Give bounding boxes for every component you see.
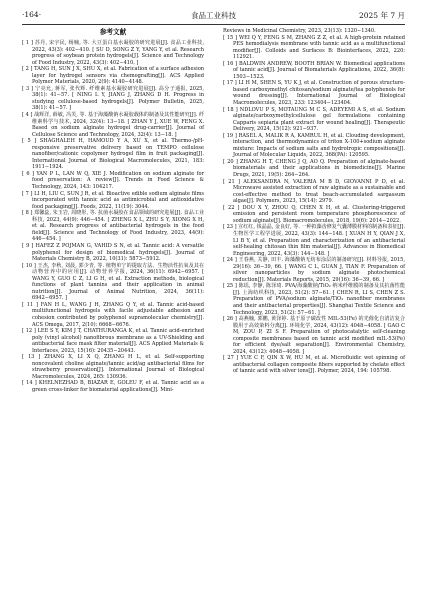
- reference-entry: [ 27 ] YUE C F, QIN X W, HU M, et al. Microfluidic wet spinning of antibacterial collagen composite fibers supported by chelate effect of tannic acid with silver ions[J]. Polymer, 2024, 194: 105798.: [223, 355, 405, 375]
- page-number: ·164·: [22, 10, 42, 19]
- reference-entry: Reviews in Medicinal Chemistry, 2023, 23(13): 1320−1340.: [223, 28, 376, 34]
- reference-entry: [ 6 ] YAN P L, LAN W Q, XIE J. Modification on sodium alginate for food preservation: A review[J]. Trends in Food Science & Technology, 2024, 143: 104217.: [22, 170, 204, 191]
- reference-list-left: [22, 40, 204, 394]
- reference-entry: [ 15 ] WEI Q Y, FENG S M, ZHANG Z Z, et al. A high-protein retained PES hemodialysis membrane with tannic acid as a multifunctional modifier[J]. Colloids and Surfaces B: Biointerfaces, 2022, 220: 112921.: [223, 34, 405, 61]
- reference-entry: [ 25 ] 陈瑶, 李静, 陈泽琦. PVA/海藻酸钠/TiO₂ 纳米纤维膜的制备及其抗菌性能[J]. 上海纺织科技, 2023, 51(2): 57−61. [ CHEN R, LI S, CHEN Z S. Preparation of PVA/sodium alginate/TiO₂ nanofiber membranes and their antibacterial properties[J]. Shanghai Textile Science and Technology, 2023, 51(2): 57−61. ]: [223, 283, 405, 316]
- references-heading: 参考文献: [99, 28, 127, 36]
- reference-entry: [ 19 ] RASEL A, MALIK R A, KAMRUL H, et al. Clouding development, interaction, and thermodynamics of triton X-100+sodium alginate mixture: Impacts of sodium salts and hydrotropic compositions[J]. Journal of Molecular Liquids, 2022, 368(PA): 120595.: [223, 132, 405, 159]
- reference-entry: [ 2 ] TANG H, SUN J X, SHU X, et al. Fabrication of a surface adhesion layer for hydrogel sensors via chemografting[J]. ACS Applied Polymer Materials, 2020, 2(9): 4140−4148.: [22, 66, 204, 86]
- reference-entry: [ 4 ] 战辉洋, 薛敏, 冯芙, 等. 基于海藻酸钠水凝胶载体的制备及其性能研究[J]. 纤维素科学与技术, 2024, 32(4): 13−18. [ ZHAN Y J, XUE W, FENG X. Based on sodium alginate hydrogel drug-carrier[J]. Journal of Cellulose Science and Technology, 2024, 32(4): 13−18. ]: [22, 112, 204, 138]
- reference-entry: [ 1 ] 苏丹, 宋宇民, 杨楠, 等. 大豆蛋白基水凝胶的研究进展[J]. 食品工业科技, 2022, 43(3): 402−410. [ SU D, SONG Z Y, YANG Y, et al. Research progress of soybean protein hydrogels[J]. Science and Technology of Food Industry, 2022, 43(3): 402−410. ]: [22, 40, 204, 66]
- left-column: [22, 28, 204, 394]
- reference-entry: [ 23 ] 宣红红, 钱晶晶, 金良好, 等. 一种拟藻齿修复气囊薄膜材料的制备和表征[J]. 生物医学工程学进展, 2022, 43(3): 144−148. [ XUAN H Y, QIAN J X, LI B Y, et al. Preparation and characterization of an antibacterial self-healing chitosan thin film material[J]. Advances in Biomedical Engineering, 2022, 43(3): 144−148. ]: [223, 224, 405, 257]
- reference-entry: [ 14 ] KHELNEZHAD B, BIAZAR E, GOLEU F, et al. Tannic acid as a green cross-linker for biomaterial applications[J]. Mini-: [22, 380, 204, 393]
- reference-entry: [ 13 ] ZHANG X, LI X Q, ZHANG H L, et al. Self-supporting noncovalent choline alginate/tannic acid/ag antibacterial films for strawberry preservation[J]. International Journal of Biological Macromolecules, 2024, 265: 130936.: [22, 354, 204, 380]
- reference-entry: [ 5 ] SHAGHALEH H, HAMOUD Y A, XU X, et al. Thermo-/pH-responsive preservative delivery based on TEMPO cellulose nanofiber/cationic copolymer hydrogel film in fruit packaging[J]. International Journal of Biological Macromolecules, 2021, 183: 1911−1924.: [22, 138, 204, 171]
- reference-entry: [ 18 ] NDLOVU P S, MOTAUNG M C S, ADEYEMI A S, et al. Sodium alginate/carboxymethylcellulose gel formulations containing Capparis sepiaria plant extract for wound healing[J]. Therapeutic Delivery, 2024, 15(12): 921−937.: [223, 106, 405, 133]
- reference-entry: [ 16 ] BALDWIN ANDREW, BOOTH BRIAN W. Biomedical applications of tannic acid[J]. Journal of Biomaterials Applications, 2022, 36(8): 1503−1523.: [223, 60, 405, 80]
- reference-entry: [ 9 ] HAFEZ Z POJMAN G, VAHID S N, et al. Tannic acid: A versatile polyphenol for design of biomedical hydrogels[J]. Journal of Materials Chemistry B, 2022, 10(31): 5873−5912.: [22, 242, 204, 263]
- reference-entry: [ 8 ] 郑馨蕊, 朱玉岩, 周晓彤, 等. 抗菌水凝胶在食品领域的研究进展[J]. 食品工业科技, 2023, 44(9): 446−454. [ ZHENG X L, ZHU S Y, XIONG X H, et al. Research progress of antibacterial hydrogels in the food field[J]. Science and Technology of Food Industry, 2023, 44(9): 446−454. ]: [22, 210, 204, 243]
- issue-date: 2025 年 7 月: [358, 11, 405, 20]
- reference-entry: [ 12 ] LEE S Y, KIM J T, CHATHURANGA K, et al. Tannic acid-enriched poly (vinyl alcohol) nanofibrous membrane as a UV-Shielding and antibacterial face mask filter material[J]. ACS Applied Materials & Interfaces, 2023, 15(16): 20435−20443.: [22, 328, 204, 354]
- reference-entry: [ 7 ] LI H, LIU C, SUN J R, et al. Bioactive edible sodium alginate films incorporated with tannic acid as antimicrobial and antioxidative food packaging[J]. Foods, 2022, 11(19): 3044.: [22, 190, 204, 210]
- reference-entry: [ 3 ] 宁亮允, 蒋军, 张代辉. 纤维素基水凝胶研究进展[J]. 高分子通报, 2025, 38(1): 41−57. [ NING L Y, JIANG J, ZHANG D H. Progress in studying cellulose-based hydrogels[J]. Polymer Bulletin, 2025, 38(1): 41−57. ]: [22, 85, 204, 112]
- reference-entry: [ 11 ] FAN H L, WANG J H, ZHANG Q Y, et al. Tannic acid-based multifunctional hydrogels with facile adjustable adhesion and cohesion contributed by polyphenol supramolecular chemistry[J]. ACS Omega, 2017, 2(10): 6668−6676.: [22, 301, 204, 328]
- reference-entry: [ 20 ] ZHANG H T, CHENG J Q, AO Q. Preparation of alginate-based biomaterials and their applications in biomedicine[J]. Marine Drugs, 2021, 19(5): 264−264.: [223, 158, 405, 179]
- reference-entry: [ 17 ] LI H M, SHEN S, YU K J, et al. Construction of porous structure-based carboxymethyl chitosan/sodium alginate/tea polyphenols for wound dressing[J]. International Journal of Biological Macromolecules, 2023, 233: 123404−123404.: [223, 80, 405, 107]
- right-column: [223, 28, 405, 375]
- reference-list-right: [223, 28, 405, 375]
- reference-entry: [ 10 ] 王杰, 李秋, 刘晨, 郭少青, 等. 植物单宁的提取方法、生物活性抗氧及其在动物营养中的应用[J]. 动物营养学报, 2024, 36(11): 6942−6957. [ WANG Y, GUO C Z, LI G H, et al. Extraction methods, biological functions of plant tannins and their application in animal nutrition[J]. Journal of Animal Nutrition, 2024, 36(11): 6942−6957. ]: [22, 262, 204, 302]
- reference-entry: [ 26 ] 高燕楠, 郭鹏, 黄泽婷. 基于原子碳改性 MIL-53(Fe) 的光催化自清洁复合膜用于高效染料分离[J]. 环境化学, 2024, 43(12): 4048−4058. [ GAO C M, ZOU P, ZI S F. Preparation of photocatalytic self-cleaning composite membranes based on tannic acid modified mIL-53(Fe) for efficient dye/salt separation[J]. Environmental Chemistry, 2024, 43(12): 4048−4058. ]: [223, 316, 405, 355]
- journal-name: 食品工业科技: [191, 11, 236, 20]
- page-header: [22, 10, 405, 25]
- reference-entry: [ 22 ] DOU X Y, ZHOU Q, CHEN X H, et al. Clustering-triggered emission and persistent room temperature phosphorescence of sodium alginate[J]. Biomacromolecules, 2018, 19(6): 2014−2022.: [223, 204, 405, 224]
- reference-entry: [ 21 ] ALEKSANDRA N, VALERIA M B D, GIOVANNI P D, et al. Microwave assisted extraction of raw alginate as a sustainable and cost-effective method to treat beach-accumulated sargassum algae[J]. Polymers, 2023, 15(14): 2979.: [223, 178, 406, 205]
- reference-entry: [ 24 ] 王春燕, 关静, 田丰. 海藻酸钠无纺布涂层的制备研究[J]. 材料导报, 2015, 29(16): 36−39, 66. [ WANG C L, GUAN J, TIAN F. Preparation of silver nanoparticles by sodium alginate photochemical reduction[J]. Materials Reports, 2015, 29(16): 36−39, 66. ]: [223, 257, 405, 283]
